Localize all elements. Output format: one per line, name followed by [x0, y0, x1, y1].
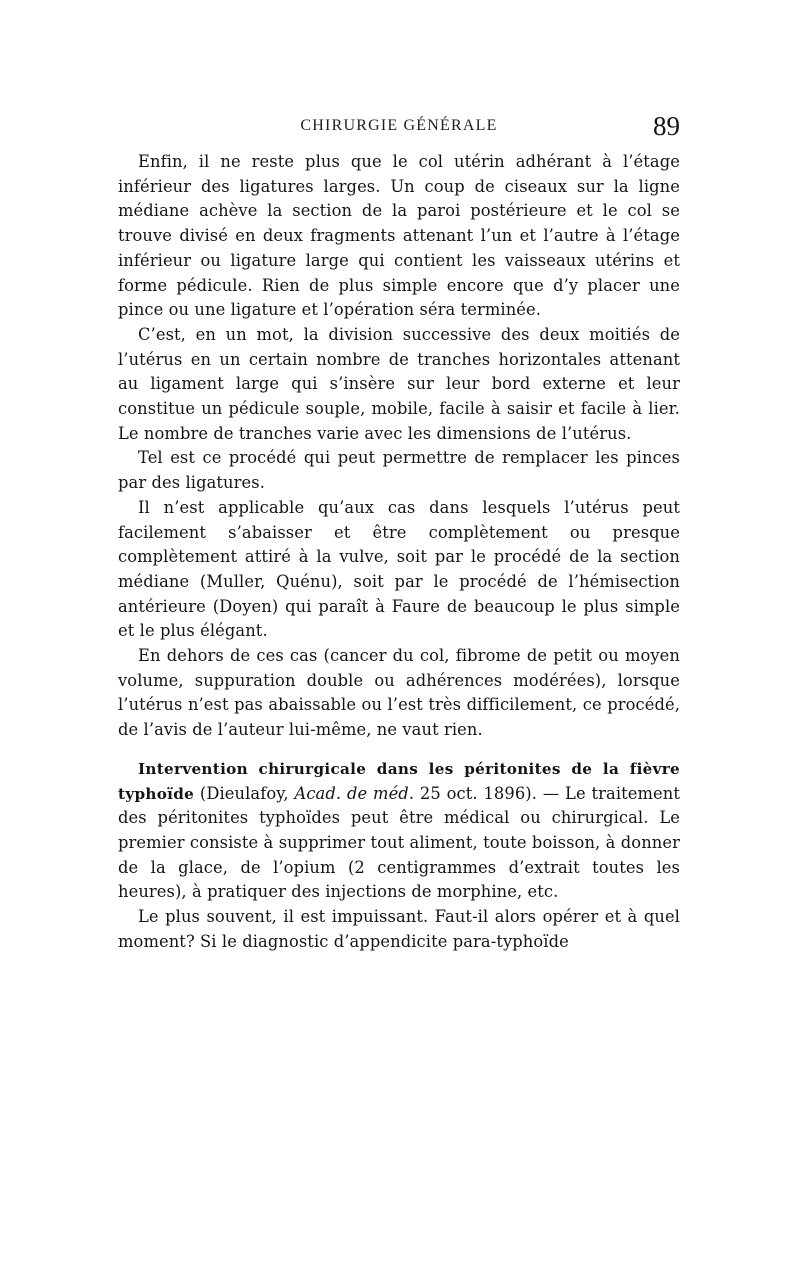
- paragraph-5: En dehors de ces cas (cancer du col, fibrome de petit ou moyen volume, suppuration double ou adhérences modérées), lorsque l’utérus n’est pas abaissable ou l’est très difficilement, ce procédé, de l’avis de l’auteur lui-même, ne vaut rien.: [118, 646, 680, 740]
- citation-open: (Dieulafoy,: [194, 783, 295, 803]
- paragraph-4: Il n’est applicable qu’aux cas dans lesquels l’utérus peut facilement s’abaisser et être complètement ou presque complètement attiré à la vulve, soit par le procédé de la section médiane (Muller, Quénu), soit par le procédé de l’hémisection antérieure (Doyen) qui paraît à Faure de beaucoup le plus simple et le plus élégant.: [118, 497, 680, 641]
- running-title: CHIRURGIE GÉNÉRALE: [300, 117, 498, 134]
- section-paragraph: [118, 757, 680, 905]
- section-title: Intervention chirurgicale dans les péritonites de la fièvre typhoïde: [118, 759, 680, 803]
- paragraph-1: Enfin, il ne reste plus que le col utérin adhérant à l’étage inférieur des ligatures larges. Un coup de ciseaux sur la ligne médiane achève la section de la paroi postérieure et le col se trouve divisé en deux fragments attenant l’un et l’autre à l’étage inférieur ou ligature large qui contient les vaisseaux utérins et forme pédicule. Rien de plus simple encore que d’y placer une pince ou une ligature et l’opération séra terminée.: [118, 152, 680, 320]
- journal-reference: Acad. de méd.: [294, 783, 415, 803]
- running-head: [118, 111, 680, 145]
- paragraph-2: C’est, en un mot, la division successive des deux moitiés de l’utérus en un certain nombre de tranches horizontales attenant au ligament large qui s’insère sur leur bord externe et leur constitue un pédicule souple, mobile, facile à saisir et facile à lier. Le nombre de tranches varie avec les dimensions de l’utérus.: [118, 324, 680, 443]
- final-paragraph: Le plus souvent, il est impuissant. Faut-il alors opérer et à quel moment? Si le diagnostic d’appendicite para-typhoïde: [118, 907, 680, 951]
- paragraph-3: Tel est ce procédé qui peut permettre de remplacer les pinces par des ligatures.: [118, 448, 680, 493]
- body-text: [118, 150, 680, 955]
- citation-close: 25 oct. 1896). —: [414, 783, 566, 803]
- page-number: 89: [653, 111, 680, 141]
- section-text: Le traitement des péritonites typhoïdes peut être médical ou chirurgical. Le premier consiste à supprimer tout aliment, toute boisson, à donner de la glace, de l’opium (2 centigrammes d’extrait toutes les heures), à pratiquer des injections de morphine, etc.: [118, 783, 680, 902]
